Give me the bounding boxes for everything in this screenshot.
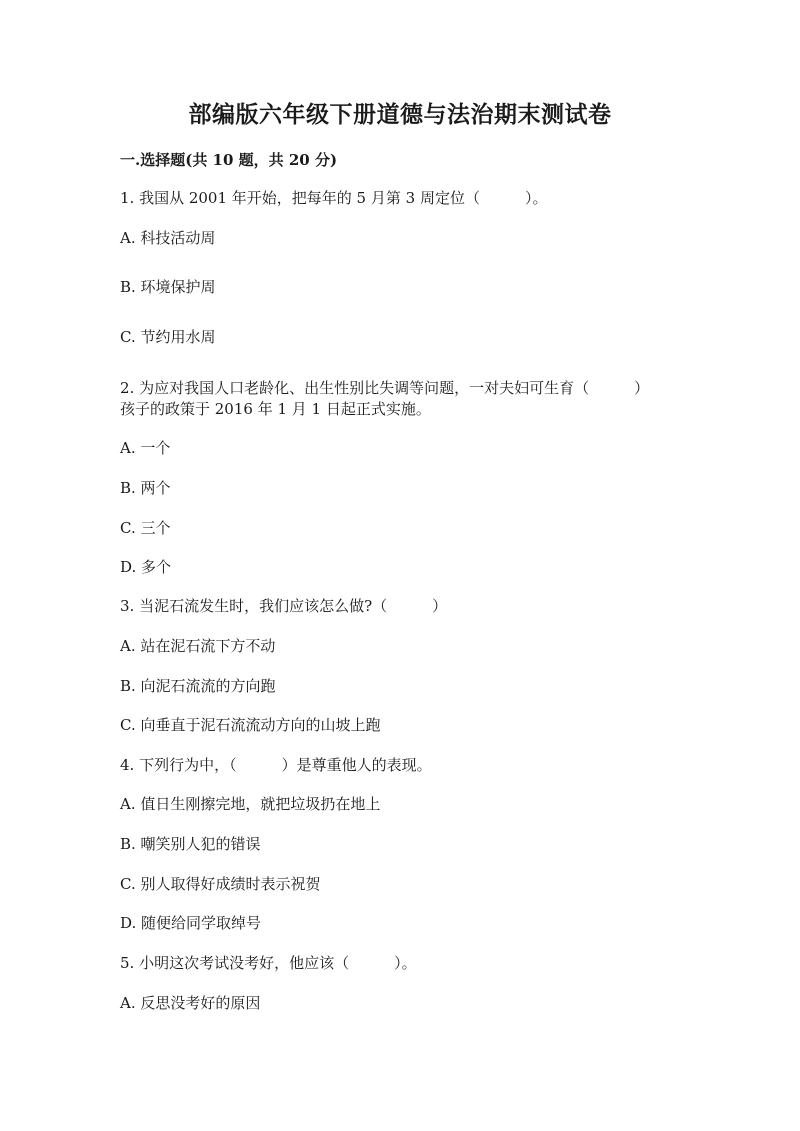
section-heading: 一.选择题(共 10 题，共 20 分) xyxy=(120,151,338,169)
question-3-option-b: B. 向泥石流流的方向跑 xyxy=(120,677,276,695)
question-1-option-a: A. 科技活动周 xyxy=(120,229,216,247)
question-4-option-d: D. 随便给同学取绰号 xyxy=(120,914,262,932)
question-2-stem-line-2: 孩子的政策于 2016 年 1 月 1 日起正式实施。 xyxy=(120,400,431,418)
question-2-option-c: C. 三个 xyxy=(120,519,171,537)
question-4-option-b: B. 嘲笑别人犯的错误 xyxy=(120,835,261,853)
question-4-option-c: C. 别人取得好成绩时表示祝贺 xyxy=(120,875,321,893)
question-3-stem: 3. 当泥石流发生时，我们应该怎么做?（ ） xyxy=(120,597,448,615)
question-2-option-d: D. 多个 xyxy=(120,558,172,576)
question-5-option-a: A. 反思没考好的原因 xyxy=(120,994,261,1012)
question-1-stem: 1. 我国从 2001 年开始，把每年的 5 月第 3 周定位（ ）。 xyxy=(120,189,548,207)
question-3-option-a: A. 站在泥石流下方不动 xyxy=(120,637,276,655)
question-3-option-c: C. 向垂直于泥石流流动方向的山坡上跑 xyxy=(120,716,381,734)
question-2-option-b: B. 两个 xyxy=(120,479,171,497)
question-2-stem-line-1: 2. 为应对我国人口老龄化、出生性别比失调等问题，一对夫妇可生育（ ） xyxy=(120,379,650,397)
question-1-option-c: C. 节约用水周 xyxy=(120,328,216,346)
question-4-stem: 4. 下列行为中，（ ）是尊重他人的表现。 xyxy=(120,756,432,774)
page-title: 部编版六年级下册道德与法治期末测试卷 xyxy=(188,101,612,128)
question-1-option-b: B. 环境保护周 xyxy=(120,278,216,296)
question-5-stem: 5. 小明这次考试没考好，他应该（ ）。 xyxy=(120,954,417,972)
question-2-option-a: A. 一个 xyxy=(120,439,171,457)
question-4-option-a: A. 值日生刚擦完地，就把垃圾扔在地上 xyxy=(120,795,381,813)
